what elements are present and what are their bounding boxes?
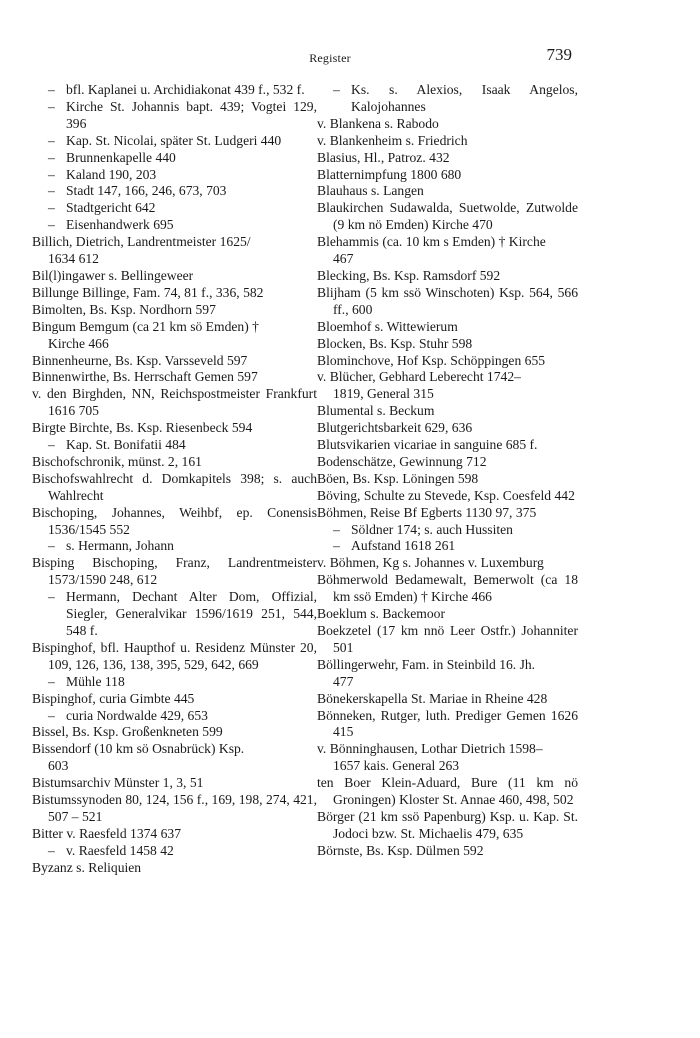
index-entry: Byzanz s. Reliquien [32,859,142,875]
index-entry: v. Blankena s. Rabodo [317,115,439,131]
index-entry: Blijham (5 km ssö Winschoten) Ksp. 564, 566 ff., 600 [317,284,578,317]
index-entry: Bönekerskapella St. Mariae in Rheine 428 [317,690,548,706]
index-subentry: – Brunnenkapelle 440 [32,150,317,167]
index-entry: Blasius, Hl., Patroz. 432 [317,149,450,165]
index-entry: v. Blücher, Gebhard Leberecht 1742– 1819, General 315 [317,369,521,402]
index-entry: Bodenschätze, Gewinnung 712 [317,453,487,469]
index-subentry: – Söldner 174; s. auch Hussiten [317,522,578,539]
index-subentry: – curia Nordwalde 429, 653 [32,708,317,725]
index-subentry: – Mühle 118 [32,674,317,691]
index-entry: Bimolten, Bs. Ksp. Nordhorn 597 [32,301,216,317]
index-subentry: – Stadt 147, 166, 246, 673, 703 [32,183,317,200]
index-entry: Bistumsarchiv Münster 1, 3, 51 [32,775,204,791]
index-subentry: – Ks. s. Alexios, Isaak Angelos, Kalojohannes [317,82,578,116]
index-entry: v. Bönninghausen, Lothar Dietrich 1598– 1657 kais. General 263 [317,741,543,774]
index-entry: Blehammis (ca. 10 km s Emden) † Kirche 467 [317,234,546,267]
index-entry: Bispinghof, curia Gimbte 445 [32,690,195,706]
index-entry: Bischofswahlrecht d. Domkapitels 398; s. auch Wahlrecht [32,470,317,503]
index-entry: Böen, Bs. Ksp. Löningen 598 [317,470,479,486]
index-entry: Bispinghof, bfl. Haupthof u. Residenz Münster 20, 109, 126, 136, 138, 395, 529, 642, 669 [32,639,317,672]
running-title: Register [309,51,351,65]
index-entry: Bissel, Bs. Ksp. Großenkneten 599 [32,724,223,740]
index-column-left [32,82,317,877]
index-subentry: – v. Raesfeld 1458 42 [32,843,317,860]
index-entry: Blecking, Bs. Ksp. Ramsdorf 592 [317,267,501,283]
index-entry: Blominchove, Hof Ksp. Schöppingen 655 [317,352,546,368]
index-column-right [317,82,578,860]
index-subentry: – Kap. St. Bonifatii 484 [32,437,317,454]
index-subentry: – Eisenhandwerk 695 [32,217,317,234]
index-entry: Bissendorf (10 km sö Osnabrück) Ksp. 603 [32,741,245,774]
index-entry: Billich, Dietrich, Landrentmeister 1625/ 1634 612 [32,234,251,267]
index-subentry: – Aufstand 1618 261 [317,538,578,555]
index-entry: Blatternimpfung 1800 680 [317,166,462,182]
index-entry: Birgte Birchte, Bs. Ksp. Riesenbeck 594 [32,420,253,436]
index-subentry: – s. Hermann, Johann [32,538,317,555]
page-number: 739 [546,45,572,64]
index-entry: v. den Birghden, NN, Reichspostmeister Frankfurt 1616 705 [32,386,317,419]
index-entry: Bischofschronik, münst. 2, 161 [32,453,202,469]
index-entry: Bönneken, Rutger, luth. Prediger Gemen 1626 415 [317,707,578,740]
index-entry: Böving, Schulte zu Stevede, Ksp. Coesfeld 442 [317,487,575,503]
index-entry: Binnenheurne, Bs. Ksp. Varsseveld 597 [32,352,248,368]
page-header [0,0,700,70]
index-entry: Böllingerwehr, Fam. in Steinbild 16. Jh. 477 [317,656,536,689]
index-entry: Binnenwirthe, Bs. Herrschaft Gemen 597 [32,369,258,385]
index-entry: Börnste, Bs. Ksp. Dülmen 592 [317,842,484,858]
index-subentry: – Kap. St. Nicolai, später St. Ludgeri 440 [32,133,317,150]
index-entry: Bisping Bischoping, Franz, Landrentmeister 1573/1590 248, 612 [32,555,317,588]
index-subentry: – Stadtgericht 642 [32,200,317,217]
index-entry: Böhmen, Reise Bf Egberts 1130 97, 375 [317,504,537,520]
index-entry: Boekzetel (17 km nnö Leer Ostfr.) Johanniter 501 [317,623,578,655]
index-subentry: – Kirche St. Johannis bapt. 439; Vogtei 129, 396 [32,99,317,133]
index-entry: Blutgerichtsbarkeit 629, 636 [317,420,473,436]
index-entry: Bingum Bemgum (ca 21 km sö Emden) † Kirche 466 [32,318,259,351]
index-subentry: – Kaland 190, 203 [32,167,317,184]
index-entry: Blauhaus s. Langen [317,183,424,199]
index-subentry: – bfl. Kaplanei u. Archidiakonat 439 f., 532 f. [32,82,317,99]
index-entry: Bloemhof s. Wittewierum [317,318,458,334]
index-entry: Bil(l)ingawer s. Bellingeweer [32,267,194,283]
index-entry: v. Blankenheim s. Friedrich [317,132,468,148]
index-entry: v. Böhmen, Kg s. Johannes v. Luxemburg [317,555,544,571]
index-entry: Blaukirchen Sudawalda, Suetwolde, Zutwolde (9 km nö Emden) Kirche 470 [317,200,578,233]
index-entry: Bitter v. Raesfeld 1374 637 [32,825,181,841]
index-entry: Börger (21 km ssö Papenburg) Ksp. u. Kap. St. Jodoci bzw. St. Michaelis 479, 635 [317,808,578,841]
index-entry: Böhmerwold Bedamewalt, Bemerwolt (ca 18 km ssö Emden) † Kirche 466 [317,572,578,605]
index-entry: Blutsvikarien vicariae in sanguine 685 f. [317,437,538,453]
index-entry: Bistumssynoden 80, 124, 156 f., 169, 198, 274, 421, 507 – 521 [32,792,317,824]
index-entry: Blocken, Bs. Ksp. Stuhr 598 [317,335,473,351]
index-entry: ten Boer Klein-Aduard, Bure (11 km nö Groningen) Kloster St. Annae 460, 498, 502 [317,775,578,808]
index-entry: Boeklum s. Backemoor [317,606,445,622]
index-entry: Bischoping, Johannes, Weihbf, ep. Conensis 1536/1545 552 [32,504,317,537]
index-entry: Blumental s. Beckum [317,403,435,419]
index-subentry: – Hermann, Dechant Alter Dom, Offizial, Siegler, Generalvikar 1596/1619 251, 544, 548 f. [32,589,317,640]
index-entry: Billunge Billinge, Fam. 74, 81 f., 336, 582 [32,284,264,300]
